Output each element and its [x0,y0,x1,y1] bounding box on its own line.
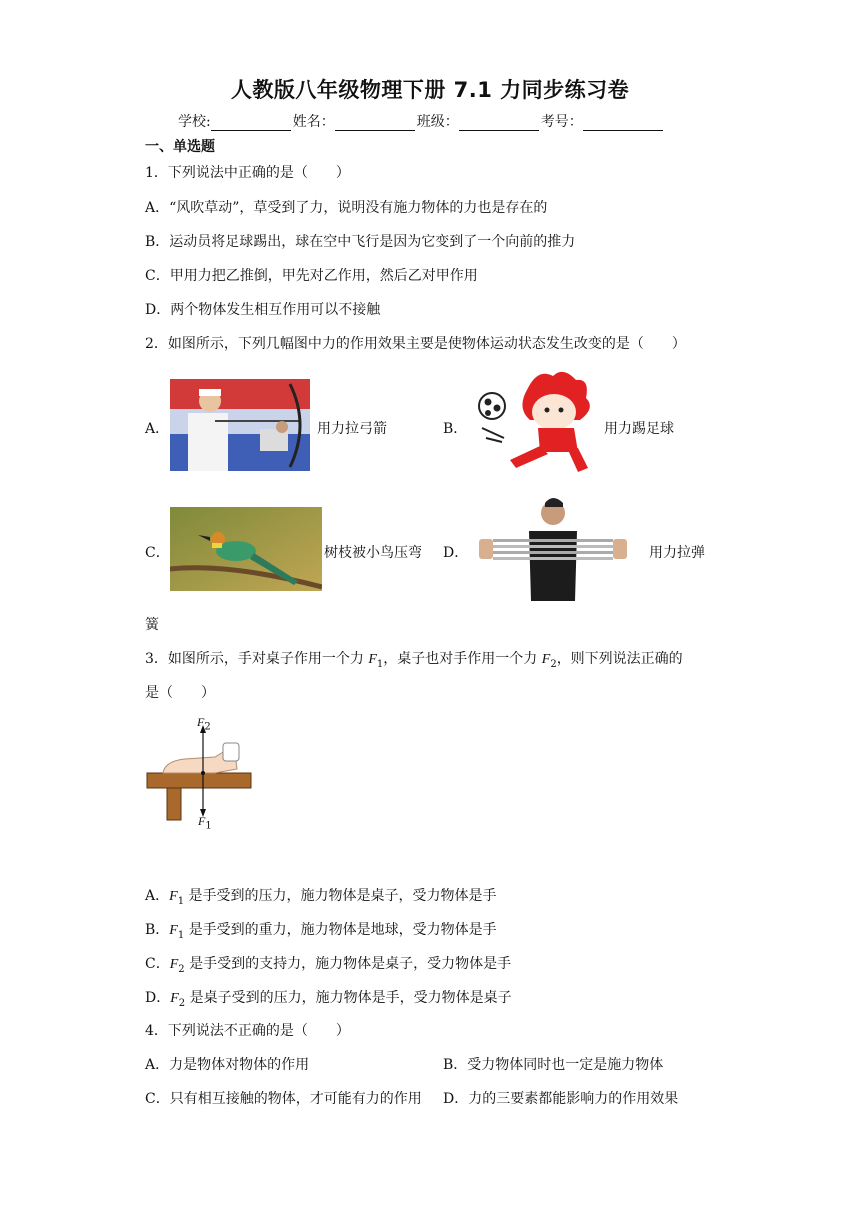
q3-option-b[interactable]: B．$F_1$ 是手受到的重力，施力物体是地球，受力物体是手 [145,922,497,941]
q3-option-c[interactable]: C．$F_2$ 是手受到的支持力，施力物体是桌子，受力物体是手 [145,956,512,975]
q1-option-d[interactable]: D．两个物体发生相互作用可以不接触 [145,302,381,318]
q3-option-d[interactable]: D．$F_2$ 是桌子受到的压力，施力物体是手，受力物体是桌子 [145,990,512,1009]
q1-stem: 1．下列说法中正确的是（ ） [145,165,350,181]
school-blank[interactable] [211,117,291,131]
q1-option-b[interactable]: B．运动员将足球踢出，球在空中飞行是因为它变到了一个向前的推力 [145,234,576,250]
man-pulling-spring-image [471,495,631,601]
q3-symbol-f1: F [368,652,377,667]
q4-option-b[interactable]: B．受力物体同时也一定是施力物体 [443,1057,664,1073]
name-label: 姓名： [292,114,335,130]
q3-symbol-f2: F [541,652,551,667]
q2-option-a-text: 用力拉弓箭 [317,421,387,437]
q4-option-c[interactable]: C．只有相互接触的物体，才可能有力的作用 [145,1091,422,1107]
f2-label: $F_2$ [197,715,211,733]
q2-option-c-letter[interactable]: C． [145,545,170,561]
name-blank[interactable] [335,117,415,131]
page-title: 人教版八年级物理下册 7.1 力同步练习卷 [230,78,630,102]
school-label: 学校: [178,114,211,130]
exam-no-label: 考号： [540,114,583,130]
q2-option-c-text: 树枝被小鸟压弯 [324,545,422,561]
q2-option-d-letter[interactable]: D． [443,545,469,561]
q3-stem-part2: ，桌子也对手作用一个力 [383,651,542,667]
student-info-line [178,111,665,131]
q1-option-a[interactable]: A．“风吹草动”，草受到了力，说明没有施力物体的力也是存在的 [145,200,548,216]
q2-option-d-text-wrap: 簧 [145,617,159,633]
q3-stem [145,648,683,670]
q1-option-c[interactable]: C．甲用力把乙推倒，甲先对乙作用，然后乙对甲作用 [145,268,478,284]
class-blank[interactable] [459,117,539,131]
q3-stem-part1: 3．如图所示，手对桌子作用一个力 [145,651,369,667]
q3-stem-part3: ，则下列说法正确的 [556,651,683,667]
q3-symbol-f1-sub: 1 [376,658,384,670]
q3-stem-line2: 是（ ） [145,685,215,701]
bird-on-branch-image [170,507,322,591]
q2-option-b-letter[interactable]: B． [443,421,468,437]
f1-label: $F_1$ [198,814,212,830]
q4-option-d[interactable]: D．力的三要素都能影响力的作用效果 [443,1091,679,1107]
class-label: 班级： [416,114,459,130]
q2-option-d-text: 用力拉弹 [649,545,705,561]
q2-option-b-text: 用力踢足球 [604,421,674,437]
q2-option-a-letter[interactable]: A． [145,421,170,437]
q4-stem: 4．下列说法不正确的是（ ） [145,1023,350,1039]
q2-stem: 2．如图所示，下列几幅图中力的作用效果主要是使物体运动状态发生改变的是（ ） [145,336,686,352]
hand-on-table-diagram [145,715,255,830]
section-heading: 一、单选题 [145,139,215,155]
q3-option-a[interactable]: A．$F_1$ 是手受到的压力，施力物体是桌子，受力物体是手 [145,888,497,907]
archer-image [170,379,310,471]
q3-symbol-f2-sub: 2 [550,658,557,670]
exam-no-blank[interactable] [583,117,663,131]
mascot-kicking-ball-image [468,368,598,473]
q4-option-a[interactable]: A．力是物体对物体的作用 [145,1057,310,1073]
